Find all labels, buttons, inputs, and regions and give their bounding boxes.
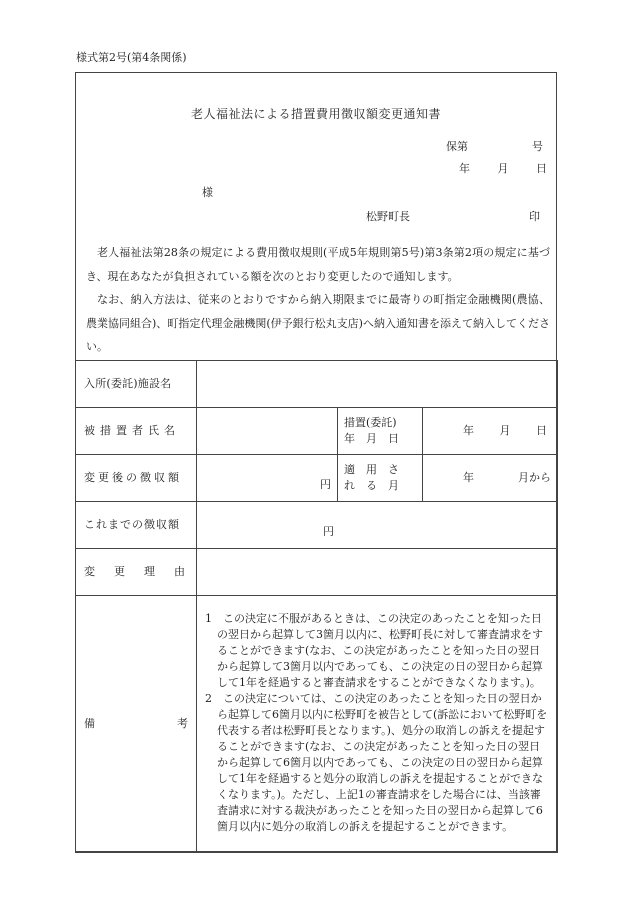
remarks-label-right: 考 [177,716,188,730]
table-row [76,549,558,596]
date-day: 日 [536,162,547,175]
notice-body [86,241,550,359]
person-label: 被措置者氏名 [76,408,197,455]
previous-amount-yen: 円 [323,524,334,538]
date-year: 年 [459,162,470,175]
date-month: 月 [497,162,509,175]
table-row [76,455,558,502]
table-row [76,502,558,549]
measure-date-label-line: 年 月 日 [344,432,399,445]
previous-amount-value[interactable] [197,502,558,549]
previous-amount-label: これまでの徴収額 [76,502,197,549]
applied-from: 月から [518,470,552,484]
remarks-item: 1 この決定に不服があるときは、この決定のあったことを知った日の翌日から起算して3箇月以内に、松野町長に対して審査請求をすることができます(なお、この決定があったことを知った日の翌日から起算して3箇月以内であっても、この決定の日の翌日から起算して1年を経過すると審査請求をすることができなくなります。)。 [205,612,543,689]
applied-month-label-line: れ る 月 [344,479,399,492]
reason-label: 変 更 理 由 [76,549,197,596]
seal-mark: 印 [529,210,540,223]
details-table [75,360,558,853]
body-paragraph: 老人福祉法第28条の規定による費用徴収規則(平成5年規則第5号)第3条第2項の規定に基づき、現在あなたが負担されている額を次のとおり変更したので通知します。 [86,246,550,283]
measure-day: 日 [536,423,547,437]
table-row [76,361,558,408]
table-row [76,408,558,455]
person-value[interactable] [197,408,338,455]
applied-year: 年 [463,470,474,484]
measure-month: 月 [499,423,511,437]
new-amount-label: 変更後の徴収額 [76,455,197,502]
applied-month-label [338,455,423,502]
reason-value[interactable] [197,549,558,596]
reference-prefix: 保第 [446,140,468,153]
reference-number [446,139,543,156]
issuer-name: 松野町長 [366,210,410,223]
reference-suffix: 号 [532,140,543,153]
table-row [76,596,558,853]
remarks-label [76,596,197,853]
remarks-item: 2 この決定については、この決定のあったことを知った日の翌日から起算して6箇月以内に松野町を被告として(訴訟において松野町を代表する者は松野町長となります。)、処分の取消しの訴えを提起することができます(なお、この決定があったことを知った日の翌日から起算して6箇月以内であっても、この決定の日の翌日から起算して1年を経過すると処分の取消しの訴えを提起することができなくなります。)。ただし、上記1の審査請求をした場合には、当該審査請求に対する裁決があったことを知った日の翌日から起算して6箇月以内に処分の取消しの訴えを提起することができます。 [205,692,548,833]
remarks-label-left: 備 [84,716,95,730]
measure-date-value[interactable] [423,408,558,455]
measure-date-label-line: 措置(委託) [344,416,397,429]
new-amount-value[interactable] [197,455,338,502]
form-number: 様式第2号(第4条関係) [76,51,187,64]
applied-month-value[interactable] [423,455,558,502]
notice-frame [75,72,557,852]
issue-date [459,161,547,178]
facility-label: 入所(委託)施設名 [76,361,197,408]
measure-date-label [338,408,423,455]
measure-year: 年 [463,423,474,437]
document-title: 老人福祉法による措置費用徴収額変更通知書 [190,107,441,121]
facility-value[interactable] [197,361,558,408]
addressee-suffix: 様 [202,186,213,199]
new-amount-yen: 円 [320,477,331,491]
applied-month-label-line: 適 用 さ [344,463,399,476]
body-paragraph: なお、納入方法は、従来のとおりですから納入期限までに最寄りの町指定金融機関(農協、農業協同組合)、町指定代理金融機関(伊予銀行松丸支店)へ納入通知書を添えて納入してください。 [86,293,550,353]
remarks-content [197,596,558,853]
